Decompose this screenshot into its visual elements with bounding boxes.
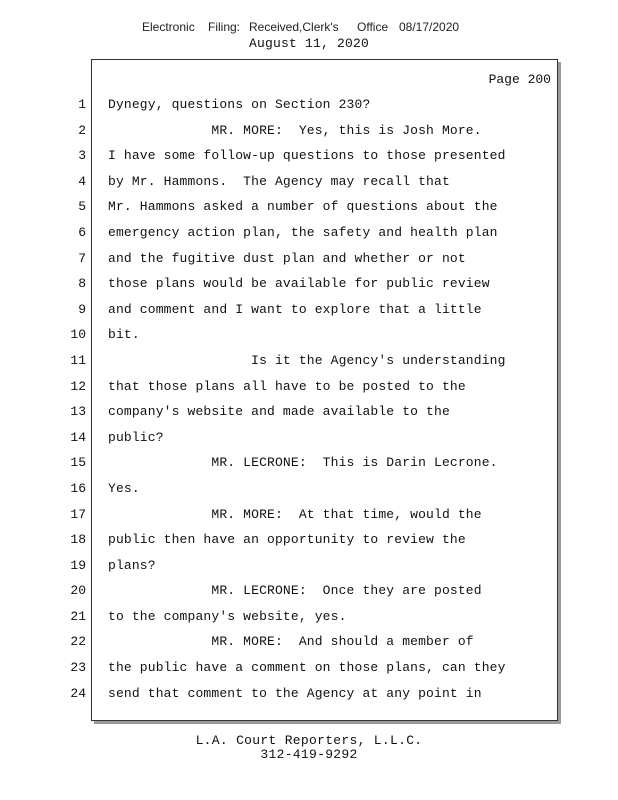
transcript-line: MR. MORE: Yes, this is Josh More. [108,122,482,138]
transcript-line: and the fugitive dust plan and whether or not [108,250,466,266]
stamp-date: 08/17/2020 [399,20,460,34]
transcript-line: emergency action plan, the safety and health plan [108,224,498,240]
transcript-line: and comment and I want to explore that a little [108,301,482,317]
line-number: 14 [70,429,86,445]
transcript-line: Is it the Agency's understanding [108,352,506,368]
line-number: 8 [78,276,86,292]
transcript-line: bit. [108,327,140,343]
reporter-name: L.A. Court Reporters, L.L.C. [195,733,423,748]
line-number: 16 [70,480,86,496]
line-number: 11 [70,352,86,368]
page-number: Page 200 [488,72,551,87]
line-number: 5 [78,199,86,215]
line-number: 7 [78,250,86,266]
transcript-line: I have some follow-up questions to those presented [108,148,506,164]
line-number-column [60,92,86,706]
transcript-line: the public have a comment on those plans, can they [108,660,506,676]
transcript-line: public then have an opportunity to review the [108,532,466,548]
line-number: 3 [78,148,86,164]
transcript-line: to the company's website, yes. [108,608,347,624]
transcript-line: plans? [108,557,156,573]
transcript-line: that those plans all have to be posted to the [108,378,466,394]
line-number: 2 [78,122,86,138]
transcript-line: company's website and made available to the [108,404,450,420]
transcript-text [108,92,548,706]
transcript-line: Mr. Hammons asked a number of questions about the [108,199,498,215]
transcript-line: those plans would be available for public review [108,276,490,292]
line-number: 22 [70,634,86,650]
hearing-date: August 11, 2020 [248,36,370,51]
transcript-line: Yes. [108,480,140,496]
line-number: 23 [70,660,86,676]
transcript-line: by Mr. Hammons. The Agency may recall that [108,173,450,189]
transcript-line: Dynegy, questions on Section 230? [108,97,371,112]
transcript-line: MR. LECRONE: This is Darin Lecrone. [108,455,498,471]
line-number: 24 [70,685,86,701]
line-number: 17 [70,506,86,522]
line-number: 12 [70,378,86,394]
line-number: 4 [78,173,86,189]
transcript-line: MR. MORE: And should a member of [108,634,474,650]
line-number: 21 [70,608,86,624]
line-number: 19 [70,557,86,573]
line-number: 15 [70,455,86,471]
line-number: 9 [78,301,86,317]
line-number: 18 [70,532,86,548]
filing-stamp [0,20,618,36]
stamp-electronic: Electronic [142,20,195,34]
stamp-filing: Filing: [208,20,241,34]
line-number: 20 [70,583,86,599]
stamp-office: Office [357,20,389,34]
line-number: 10 [70,327,86,343]
line-number: 6 [78,224,86,240]
line-number: 1 [78,97,86,112]
transcript-line: public? [108,429,164,445]
reporter-phone: 312-419-9292 [260,747,358,762]
transcript-line: send that comment to the Agency at any point in [108,685,482,701]
transcript-line: MR. LECRONE: Once they are posted [108,583,482,599]
transcript-line: MR. MORE: At that time, would the [108,506,482,522]
line-number: 13 [70,404,86,420]
stamp-received: Received,Clerk's [249,20,339,34]
